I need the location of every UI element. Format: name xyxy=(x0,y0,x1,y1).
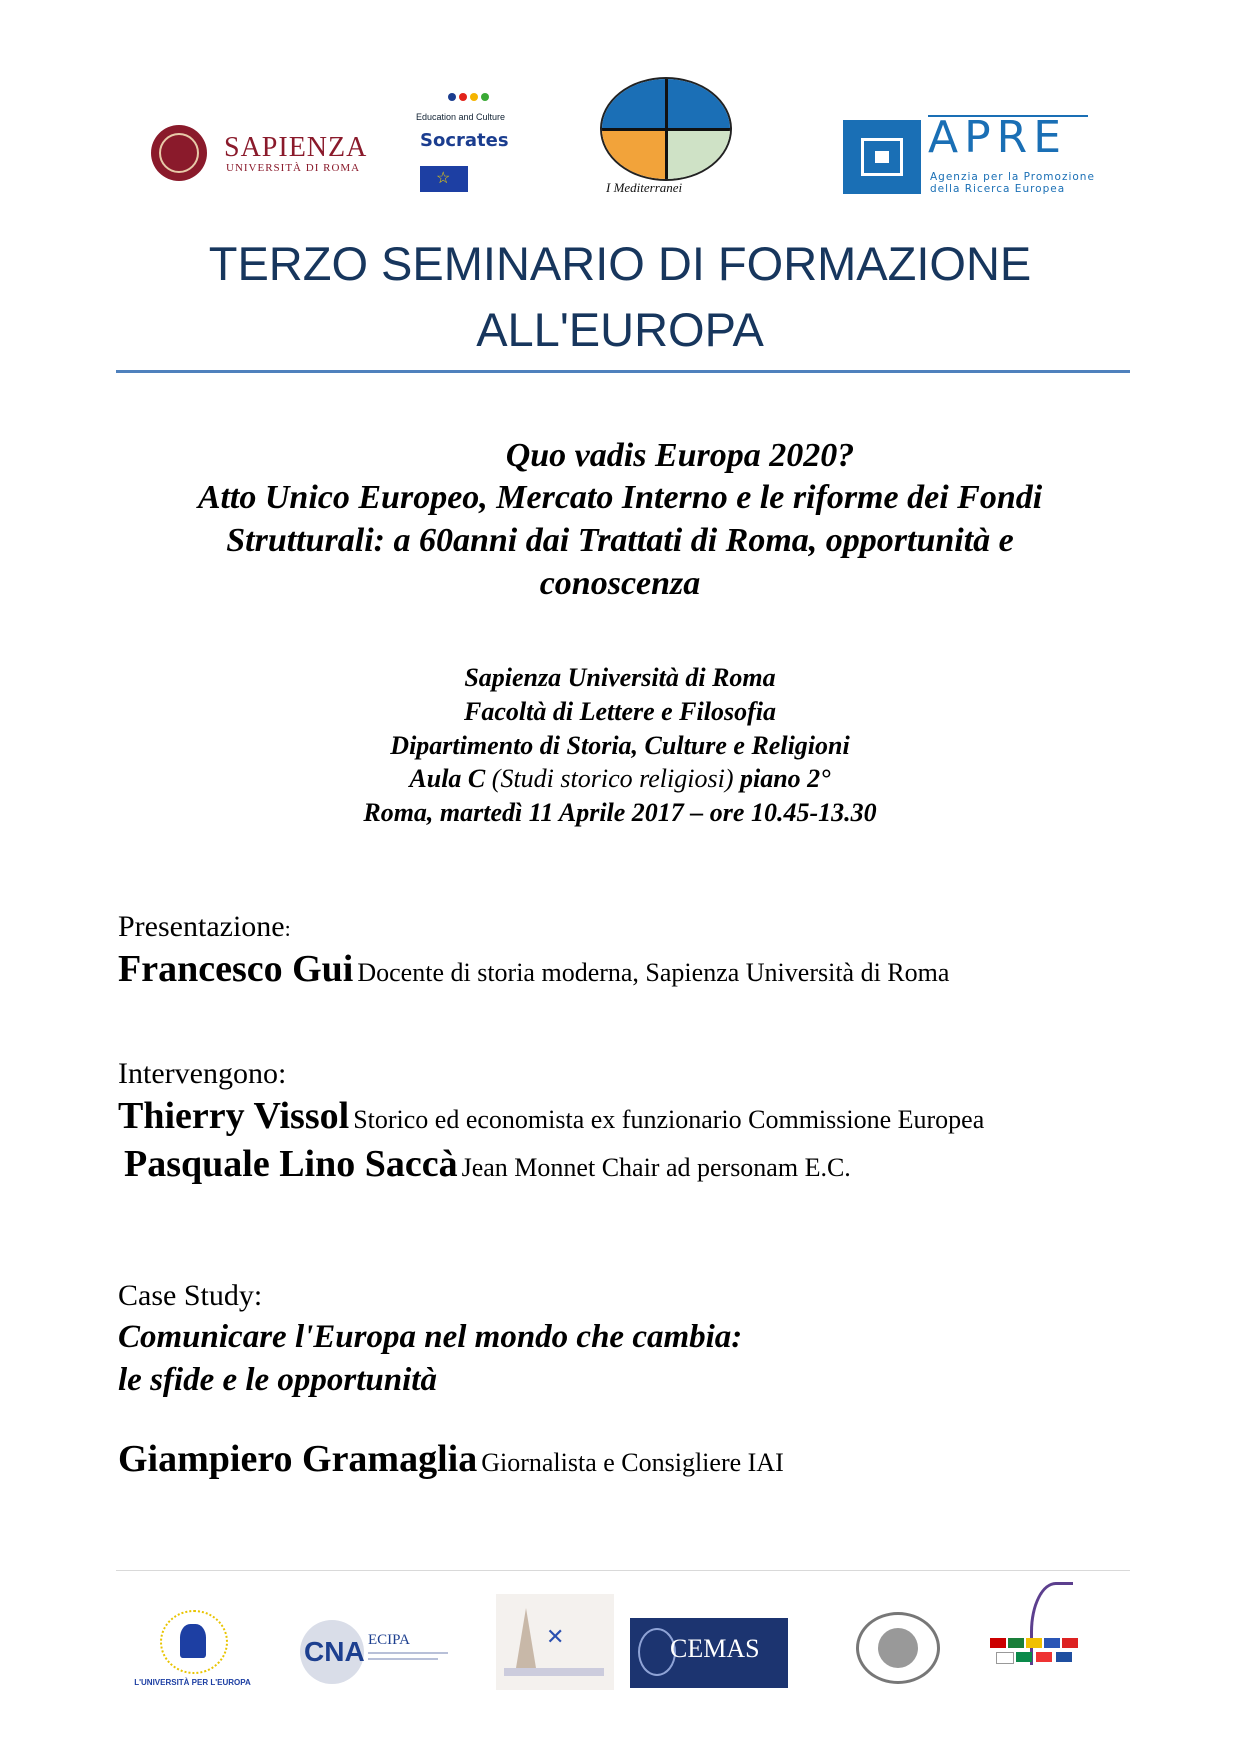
apre-logo-subtitle xyxy=(930,171,1095,195)
apre-sub-line2: della Ricerca Europea xyxy=(930,183,1066,195)
case-study-title-line1: Comunicare l'Europa nel mondo che cambia: xyxy=(118,1319,743,1355)
socrates-dots-icon xyxy=(448,88,508,100)
studium-urbis-seal-logo xyxy=(856,1612,940,1684)
speaker-2 xyxy=(124,1142,851,1186)
mediterranei-caption: I Mediterranei xyxy=(606,180,683,195)
venue-room-name: Aula C xyxy=(409,764,486,793)
venue-department: Dipartimento di Storia, Culture e Religioni xyxy=(390,731,850,760)
venue-room-desc: (Studi storico religiosi) xyxy=(485,764,740,793)
venue-university: Sapienza Università di Roma xyxy=(464,663,776,692)
speaker-1-role: Storico ed economista ex funzionario Commissione Europea xyxy=(353,1105,985,1134)
subtitle-line3: Strutturali: a 60anni dai Trattati di Roma, opportunità e xyxy=(226,522,1014,559)
venue-faculty: Facoltà di Lettere e Filosofia xyxy=(464,697,776,726)
cemas-text: CEMAS xyxy=(670,1634,760,1663)
presenter xyxy=(118,947,949,991)
socrates-logo xyxy=(416,88,536,193)
apre-sub-line1: Agenzia per la Promozione xyxy=(930,171,1095,183)
sapienza-logo-name: SAPIENZA xyxy=(224,132,368,163)
intervengono-label: Intervengono: xyxy=(118,1057,287,1090)
mediterranei-logo xyxy=(596,75,732,200)
page-title-line1: TERZO SEMINARIO DI FORMAZIONE xyxy=(208,237,1032,290)
case-study-title-line2: le sfide e le opportunità xyxy=(118,1362,437,1398)
speaker-1 xyxy=(118,1094,984,1138)
case-study-label: Case Study: xyxy=(118,1279,263,1312)
cemas-logo xyxy=(630,1618,788,1688)
presentazione-label xyxy=(118,910,291,944)
page-title-line2: ALL'EUROPA xyxy=(476,303,764,356)
subtitle-line4: conoscenza xyxy=(539,565,701,602)
venue-floor: piano 2° xyxy=(739,764,831,793)
subtitle-line2: Atto Unico Europeo, Mercato Interno e le riforme dei Fondi xyxy=(197,479,1043,516)
presenter-role: Docente di storia moderna, Sapienza Università di Roma xyxy=(357,958,950,987)
apre-square-icon xyxy=(843,120,921,194)
case-study-speaker-name: Giampiero Gramaglia xyxy=(118,1438,478,1480)
eu-flag-icon xyxy=(420,166,468,192)
venue-room xyxy=(0,764,1240,794)
socrates-edu-text: Education and Culture xyxy=(416,112,506,122)
speaker-2-role: Jean Monnet Chair ad personam E.C. xyxy=(461,1153,851,1182)
sapienza-seal-logo xyxy=(151,125,207,181)
venue-datetime: Roma, martedì 11 Aprile 2017 – ore 10.45-13.30 xyxy=(363,798,877,827)
university-for-europe-caption: L'UNIVERSITÀ PER L'EUROPA xyxy=(134,1678,251,1687)
speaker-2-name: Pasquale Lino Saccà xyxy=(124,1143,458,1185)
cna-ecipa-logo xyxy=(300,1620,450,1686)
title-divider xyxy=(116,370,1130,373)
sapienza-logo-subtitle: UNIVERSITÀ DI ROMA xyxy=(226,162,361,174)
flags-logo xyxy=(990,1582,1090,1690)
vivir-europa-logo: ✕ xyxy=(496,1594,614,1690)
socrates-name: Socrates xyxy=(420,130,509,151)
presentazione-colon: : xyxy=(284,916,291,941)
speaker-1-name: Thierry Vissol xyxy=(118,1095,350,1137)
apre-logo-name: APRE xyxy=(928,112,1068,163)
cna-text: CNA xyxy=(304,1636,365,1667)
case-study-speaker-role: Giornalista e Consigliere IAI xyxy=(481,1448,784,1477)
subtitle-line1: Quo vadis Europa 2020? xyxy=(505,437,855,474)
ecipa-text: ECIPA xyxy=(368,1632,410,1648)
university-for-europe-logo xyxy=(120,1604,265,1692)
presenter-name: Francesco Gui xyxy=(118,948,354,990)
presentazione-label-text: Presentazione xyxy=(118,910,285,943)
footer-divider xyxy=(116,1570,1130,1571)
case-study-speaker xyxy=(118,1437,784,1481)
